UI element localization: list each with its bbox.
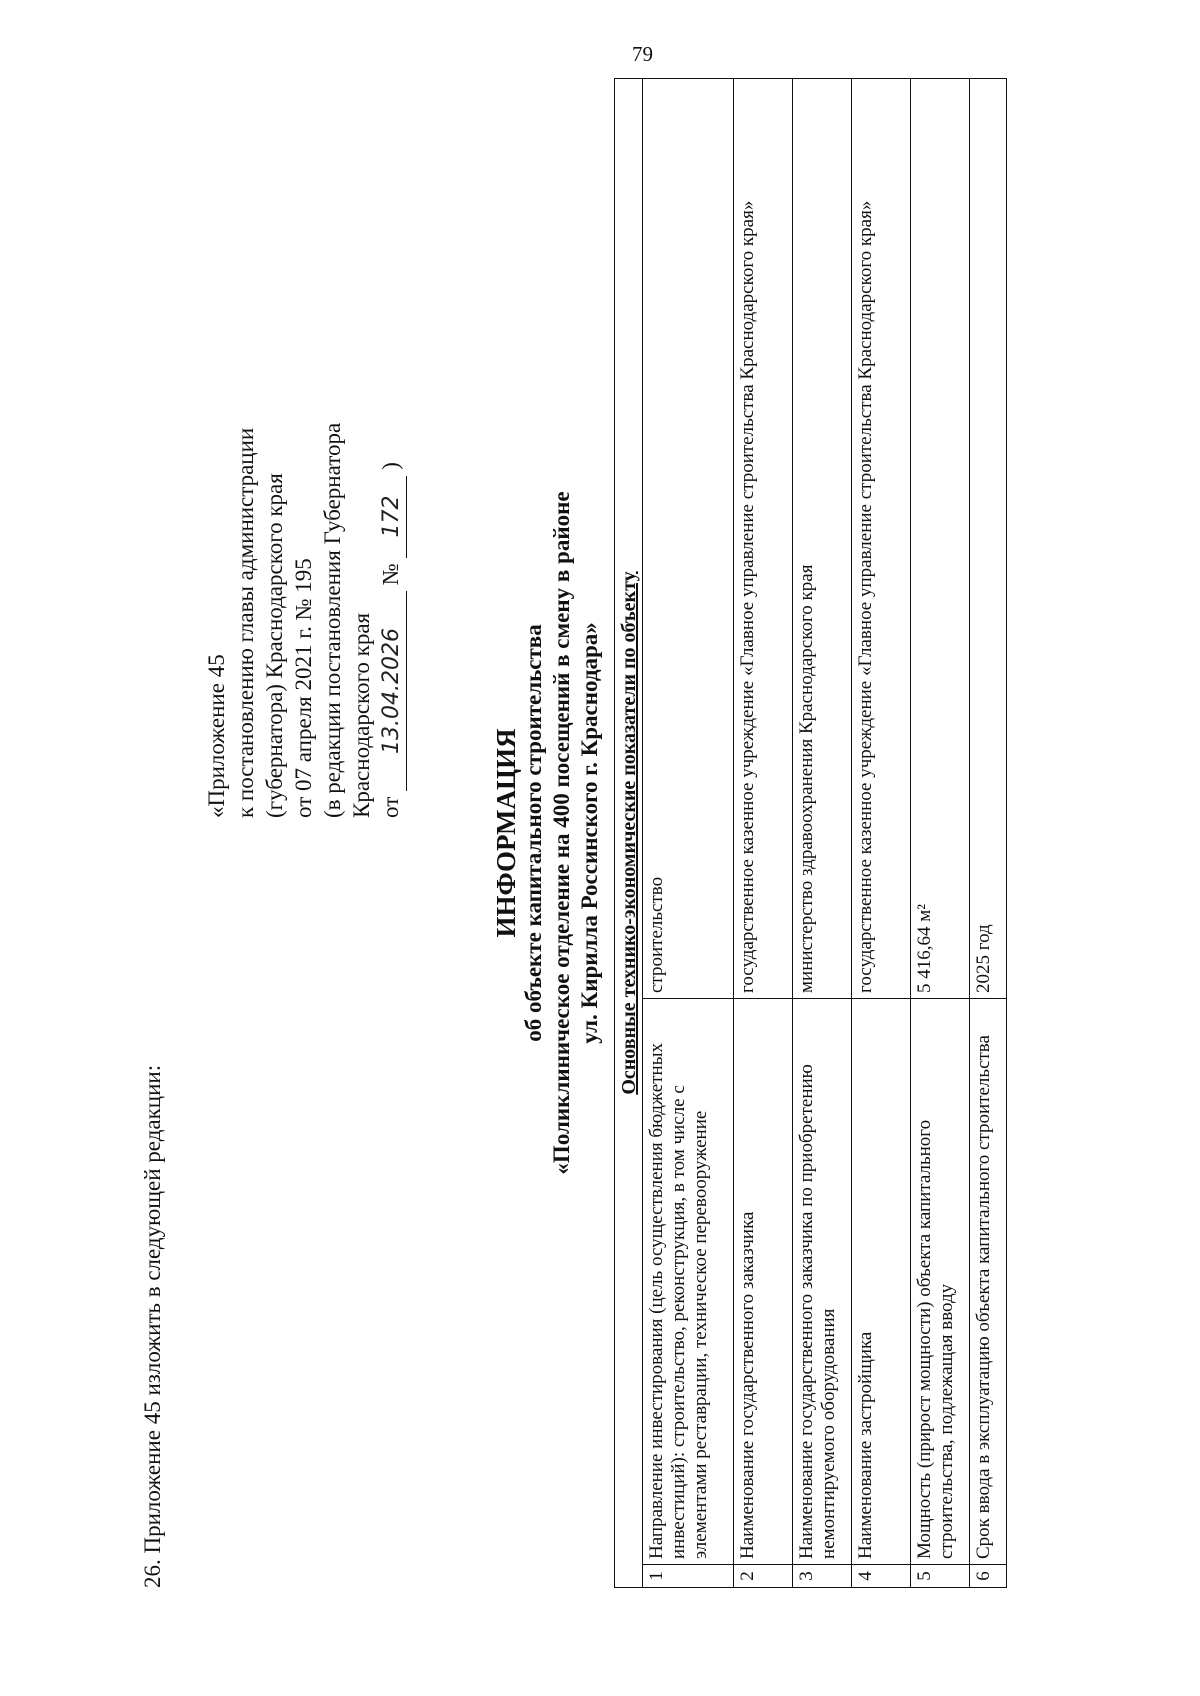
closing-paren: ) [378, 462, 403, 470]
row-number: 1 [643, 1565, 734, 1588]
row-number: 6 [970, 1565, 1007, 1588]
row-value: государственное казенное учреждение «Главное управление строительства Краснодарского края» [852, 79, 911, 999]
row-name: Мощность (прирост мощности) объекта капитального строительства, подлежащая вводу [911, 999, 970, 1565]
table-header: Основные технико-экономические показатели по объекту [615, 79, 643, 1588]
table-row [852, 79, 911, 1588]
annex-date-line [376, 423, 407, 818]
row-number: 5 [911, 1565, 970, 1588]
annex-line-6: Краснодарского края [349, 612, 374, 818]
page-number: 79 [632, 42, 653, 66]
row-name: Наименование государственного заказчика [734, 999, 793, 1565]
row-value: 2025 год [970, 79, 1007, 999]
row-value: 5 416,64 м² [911, 79, 970, 999]
annex-line-1: «Приложение 45 [204, 654, 229, 818]
annex-line-4: от 07 апреля 2021 г. № 195 [291, 558, 316, 818]
document-heading [492, 78, 604, 1588]
table-row [734, 79, 793, 1588]
row-name: Наименование застройщика [852, 999, 911, 1565]
from-label: от [378, 796, 403, 818]
row-value: строительство [643, 79, 734, 999]
row-number: 4 [852, 1565, 911, 1588]
annex-line-3: (губернатора) Краснодарского края [262, 473, 287, 818]
annex-block [202, 423, 407, 818]
handwritten-number: 172 [377, 476, 407, 558]
annex-line-2: к постановлению главы администрации [233, 427, 258, 818]
handwritten-date: 13.04.2026 [377, 591, 407, 791]
row-name: Срок ввода в эксплуатацию объекта капитального строительства [970, 999, 1007, 1565]
rotated-content [140, 78, 994, 1588]
number-label: № [378, 563, 403, 586]
annex-line-5: (в редакции постановления Губернатора [320, 422, 345, 818]
row-number: 3 [793, 1565, 852, 1588]
intro-text: 26. Приложение 45 изложить в следующей редакции: [140, 1064, 165, 1588]
heading-line-2: об объекте капитального строительства [521, 624, 546, 1042]
heading-line-4: ул. Кирилла Россинского г. Краснодара» [577, 622, 602, 1044]
row-name: Наименование государственного заказчика по приобретению немонтируемого оборудования [793, 999, 852, 1565]
row-name: Направление инвестирования (цель осуществления бюджетных инвестиций): строительство, реконструкция, в том числе с элементами реставрации, техническое перевооружение [643, 999, 734, 1565]
indicators-table [614, 78, 1007, 1588]
table-row [793, 79, 852, 1588]
row-value: министерство здравоохранения Краснодарского края [793, 79, 852, 999]
table-header-row [615, 79, 643, 1588]
table-row [911, 79, 970, 1588]
heading-line-3: «Поликлиническое отделение на 400 посещений в смену в районе [549, 491, 574, 1175]
row-number: 2 [734, 1565, 793, 1588]
heading-title: ИНФОРМАЦИЯ [491, 728, 521, 938]
table-row [643, 79, 734, 1588]
table-row [970, 79, 1007, 1588]
row-value: государственное казенное учреждение «Главное управление строительства Краснодарского края» [734, 79, 793, 999]
